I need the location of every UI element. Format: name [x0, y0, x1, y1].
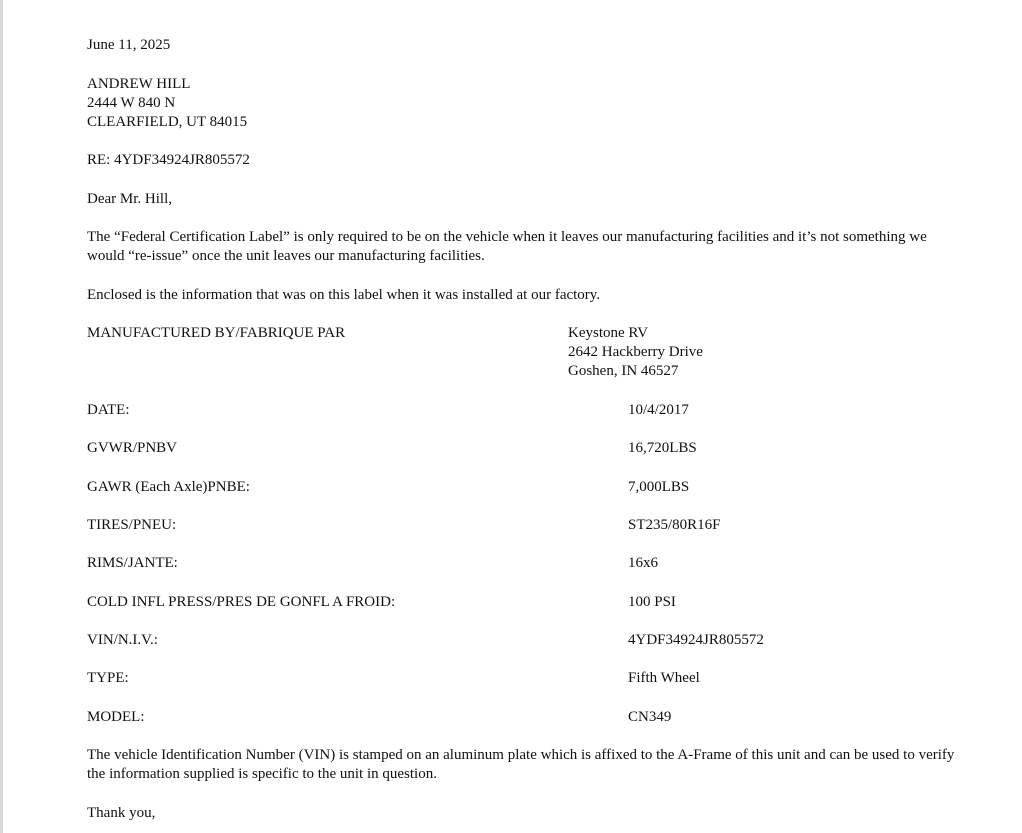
letter-date: June 11, 2025 [87, 37, 171, 53]
label-row-model-value: CN349 [628, 709, 672, 725]
paragraph-label-info: The “Federal Certification Label” is only required to be on the vehicle when it leaves our manufacturing facilities and it’s not something we would “re-issue” once the unit leaves our manufacturing facilities. [87, 229, 927, 264]
label-row-tires-value: ST235/80R16F [628, 517, 721, 533]
label-row-rims-value: 16x6 [628, 555, 658, 571]
label-row-pressure-label: COLD INFL PRESS/PRES DE GONFL A FROID: [87, 594, 396, 610]
recipient-city-state-zip: CLEARFIELD, UT 84015 [87, 114, 248, 130]
manufacturer-city-state-zip: Goshen, IN 46527 [568, 363, 679, 379]
label-row-gawr-label: GAWR (Each Axle)PNBE: [87, 479, 250, 495]
manufacturer-name: Keystone RV [568, 325, 649, 341]
label-row-type-value: Fifth Wheel [628, 670, 700, 686]
recipient-name: ANDREW HILL [87, 76, 191, 92]
recipient-street: 2444 W 840 N [87, 95, 176, 111]
paragraph-enclosed: Enclosed is the information that was on this label when it was installed at our factory. [87, 287, 601, 303]
label-row-type-label: TYPE: [87, 670, 129, 686]
label-row-vin-value: 4YDF34924JR805572 [628, 632, 764, 648]
label-row-pressure-value: 100 PSI [628, 594, 676, 610]
salutation: Dear Mr. Hill, [87, 191, 172, 207]
label-row-gawr-value: 7,000LBS [628, 479, 690, 495]
label-row-gvwr-value: 16,720LBS [628, 440, 697, 456]
manufacturer-street: 2642 Hackberry Drive [568, 344, 703, 360]
label-row-date-label: DATE: [87, 402, 130, 418]
label-row-date-value: 10/4/2017 [628, 402, 689, 418]
paragraph-vin-plate: The vehicle Identification Number (VIN) is stamped on an aluminum plate which is affixed to the A-Frame of this unit and can be used to verify the information supplied is specific to the unit in question. [87, 747, 955, 782]
re-line: RE: 4YDF34924JR805572 [87, 152, 250, 168]
closing: Thank you, [87, 805, 156, 821]
label-row-tires-label: TIRES/PNEU: [87, 517, 177, 533]
label-row-rims-label: RIMS/JANTE: [87, 555, 178, 571]
label-row-vin-label: VIN/N.I.V.: [87, 632, 158, 648]
label-row-gvwr-label: GVWR/PNBV [87, 440, 178, 456]
manufacturer-label: MANUFACTURED BY/FABRIQUE PAR [87, 325, 346, 341]
label-row-model-label: MODEL: [87, 709, 145, 725]
